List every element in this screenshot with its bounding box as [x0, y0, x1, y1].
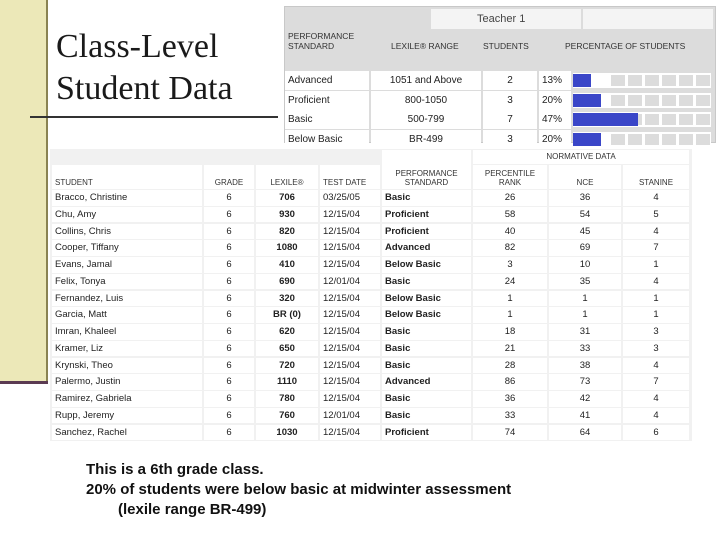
nce: 69	[549, 240, 621, 256]
table-row	[52, 257, 690, 274]
nce: 10	[549, 257, 621, 273]
performance-standard: Below Basic	[382, 257, 471, 273]
test-date: 12/01/04	[320, 274, 380, 290]
header-nce-label: NCE	[576, 178, 594, 187]
table-row	[52, 207, 690, 224]
percentile-rank: 18	[473, 324, 547, 340]
stanine: 1	[623, 257, 689, 273]
lexile: 760	[256, 408, 318, 424]
table-row	[52, 291, 690, 308]
header-performance-standard-label: PERFORMANCE STANDARD	[395, 169, 458, 187]
summary-standard: Proficient	[285, 91, 369, 110]
student-name: Kramer, Liz	[52, 341, 202, 357]
performance-standard: Basic	[382, 391, 471, 407]
grade: 6	[204, 391, 254, 407]
test-date: 12/15/04	[320, 374, 380, 390]
percent-bar-tick	[628, 75, 642, 86]
caption-line-2: 20% of students were below basic at midwinter assessment	[86, 481, 512, 498]
percentile-rank: 1	[473, 307, 547, 323]
lexile: 690	[256, 274, 318, 290]
header-grade-label: GRADE	[214, 178, 244, 187]
stanine: 7	[623, 374, 689, 390]
student-name: Bracco, Christine	[52, 190, 202, 206]
summary-header-percentage: PERCENTAGE OF STUDENTS	[565, 41, 686, 51]
percentile-rank: 21	[473, 341, 547, 357]
test-date: 12/15/04	[320, 207, 380, 223]
performance-standard: Basic	[382, 324, 471, 340]
caption-line-3: (lexile range BR-499)	[118, 501, 267, 518]
teacher-name: Teacher 1	[431, 9, 581, 29]
percentile-rank: 3	[473, 257, 547, 273]
grade: 6	[204, 240, 254, 256]
header-performance-standard	[382, 150, 471, 189]
nce: 1	[549, 307, 621, 323]
summary-row	[285, 91, 717, 110]
summary-row	[285, 110, 717, 129]
percent-bar-tick	[611, 134, 625, 145]
student-name: Palermo, Justin	[52, 374, 202, 390]
header-lexile-label: LEXILE®	[270, 178, 304, 187]
header-stanine-label: STANINE	[638, 178, 674, 187]
test-date: 12/01/04	[320, 408, 380, 424]
performance-standard: Below Basic	[382, 307, 471, 323]
performance-standard: Proficient	[382, 207, 471, 223]
student-name: Imran, Khaleel	[52, 324, 202, 340]
percentile-rank: 28	[473, 358, 547, 374]
summary-header-students: STUDENTS	[483, 41, 529, 51]
performance-standard: Basic	[382, 274, 471, 290]
percentile-rank: 24	[473, 274, 547, 290]
accent-divider	[0, 381, 48, 384]
summary-percent-label: 47%	[539, 110, 571, 129]
table-row	[52, 224, 690, 241]
percentile-rank: 40	[473, 224, 547, 240]
lexile: 930	[256, 207, 318, 223]
nce: 31	[549, 324, 621, 340]
header-test-date	[320, 165, 380, 189]
title-underline	[30, 116, 278, 118]
summary-range: 500-799	[371, 110, 481, 129]
table-row	[52, 358, 690, 375]
nce: 33	[549, 341, 621, 357]
summary-students: 3	[483, 130, 537, 149]
left-accent-shadow	[46, 0, 48, 383]
percent-bar-tick	[696, 134, 710, 145]
stanine: 4	[623, 391, 689, 407]
student-name: Fernandez, Luis	[52, 291, 202, 307]
stanine: 6	[623, 425, 689, 441]
student-name: Evans, Jamal	[52, 257, 202, 273]
lexile: 620	[256, 324, 318, 340]
percentile-rank: 74	[473, 425, 547, 441]
test-date: 12/15/04	[320, 341, 380, 357]
performance-standard: Proficient	[382, 224, 471, 240]
percentile-rank: 1	[473, 291, 547, 307]
student-name: Ramirez, Gabriela	[52, 391, 202, 407]
grade: 6	[204, 291, 254, 307]
test-date: 12/15/04	[320, 240, 380, 256]
table-row	[52, 425, 690, 442]
table-row	[52, 324, 690, 341]
summary-standard: Basic	[285, 110, 369, 129]
table-row	[52, 408, 690, 425]
student-name: Collins, Chris	[52, 224, 202, 240]
grade: 6	[204, 190, 254, 206]
nce: 45	[549, 224, 621, 240]
performance-summary-table	[284, 6, 716, 143]
percent-bar-tick	[628, 134, 642, 145]
percent-bar-tick	[662, 75, 676, 86]
performance-standard: Basic	[382, 358, 471, 374]
table-row	[52, 274, 690, 291]
summary-students: 2	[483, 71, 537, 90]
slide-title: Class-Level Student Data	[56, 28, 233, 107]
nce: 64	[549, 425, 621, 441]
summary-percent-label: 13%	[539, 71, 571, 90]
performance-standard: Below Basic	[382, 291, 471, 307]
stanine: 4	[623, 408, 689, 424]
header-student-label: STUDENT	[55, 178, 93, 187]
summary-students: 7	[483, 110, 537, 129]
performance-standard: Advanced	[382, 240, 471, 256]
summary-standard: Advanced	[285, 71, 369, 90]
caption-line-1: This is a 6th grade class.	[86, 461, 264, 478]
normative-data-header: NORMATIVE DATA	[473, 150, 689, 164]
header-lexile	[256, 165, 318, 189]
percent-bar-tick	[662, 134, 676, 145]
table-row	[52, 374, 690, 391]
lexile: 410	[256, 257, 318, 273]
performance-standard: Basic	[382, 408, 471, 424]
percentile-rank: 82	[473, 240, 547, 256]
summary-standard: Below Basic	[285, 130, 369, 149]
percent-bar-fill	[573, 133, 601, 146]
grade: 6	[204, 358, 254, 374]
nce: 1	[549, 291, 621, 307]
grade: 6	[204, 307, 254, 323]
percentile-rank: 33	[473, 408, 547, 424]
test-date: 12/15/04	[320, 391, 380, 407]
percent-bar-tick	[628, 95, 642, 106]
header-grade	[204, 165, 254, 189]
header-test-date-label: TEST DATE	[323, 178, 367, 187]
student-name: Sanchez, Rachel	[52, 425, 202, 441]
test-date: 12/15/04	[320, 307, 380, 323]
student-name: Cooper, Tiffany	[52, 240, 202, 256]
stanine: 3	[623, 341, 689, 357]
percent-bar-tick	[679, 95, 693, 106]
grade: 6	[204, 274, 254, 290]
percent-bar-tick	[645, 134, 659, 145]
summary-header-range: LEXILE® RANGE	[391, 41, 459, 51]
test-date: 12/15/04	[320, 257, 380, 273]
student-name: Krynski, Theo	[52, 358, 202, 374]
lexile: 720	[256, 358, 318, 374]
percent-bar-tick	[645, 114, 659, 125]
header-percentile-rank-label: PERCENTILE RANK	[484, 169, 536, 187]
summary-range: BR-499	[371, 130, 481, 149]
stanine: 4	[623, 274, 689, 290]
percent-bar-tick	[679, 114, 693, 125]
table-row	[52, 307, 690, 324]
nce: 42	[549, 391, 621, 407]
percent-bar-fill	[573, 94, 601, 107]
lexile: 780	[256, 391, 318, 407]
stanine: 3	[623, 324, 689, 340]
stanine: 5	[623, 207, 689, 223]
summary-students: 3	[483, 91, 537, 110]
table-row	[52, 391, 690, 408]
lexile: 320	[256, 291, 318, 307]
grade: 6	[204, 408, 254, 424]
test-date: 12/15/04	[320, 224, 380, 240]
summary-percent-label: 20%	[539, 91, 571, 110]
table-row	[52, 341, 690, 358]
percent-bar-tick	[679, 134, 693, 145]
student-name: Rupp, Jeremy	[52, 408, 202, 424]
percentile-rank: 86	[473, 374, 547, 390]
table-row	[52, 240, 690, 257]
grade: 6	[204, 374, 254, 390]
summary-percent-label: 20%	[539, 130, 571, 149]
percent-bar-tick	[645, 95, 659, 106]
slide-caption	[86, 460, 706, 520]
grade: 6	[204, 324, 254, 340]
nce: 54	[549, 207, 621, 223]
percent-bar-tick	[662, 95, 676, 106]
nce: 41	[549, 408, 621, 424]
test-date: 03/25/05	[320, 190, 380, 206]
lexile: 706	[256, 190, 318, 206]
left-accent-bar	[0, 0, 46, 383]
nce: 38	[549, 358, 621, 374]
lexile: 1030	[256, 425, 318, 441]
student-name: Chu, Amy	[52, 207, 202, 223]
percent-bar-tick	[679, 75, 693, 86]
percent-bar-fill	[573, 113, 638, 126]
stanine: 1	[623, 307, 689, 323]
student-data-table	[50, 149, 692, 441]
lexile: 820	[256, 224, 318, 240]
performance-standard: Basic	[382, 190, 471, 206]
lexile: 1110	[256, 374, 318, 390]
percent-bar-tick	[611, 95, 625, 106]
percent-bar-tick	[696, 95, 710, 106]
stanine: 1	[623, 291, 689, 307]
summary-header-standard: PERFORMANCE STANDARD	[288, 31, 355, 51]
student-name: Felix, Tonya	[52, 274, 202, 290]
percent-bar-tick	[696, 114, 710, 125]
performance-standard: Proficient	[382, 425, 471, 441]
stanine: 4	[623, 224, 689, 240]
summary-row	[285, 71, 717, 90]
percentile-rank: 26	[473, 190, 547, 206]
stanine: 4	[623, 358, 689, 374]
grade: 6	[204, 425, 254, 441]
grade: 6	[204, 207, 254, 223]
header-nce	[549, 165, 621, 189]
header-student	[52, 165, 202, 189]
lexile: BR (0)	[256, 307, 318, 323]
percent-bar-tick	[611, 75, 625, 86]
performance-standard: Basic	[382, 341, 471, 357]
header-percentile-rank	[473, 165, 547, 189]
teacher-header-fill	[583, 9, 713, 29]
table-row	[52, 190, 690, 207]
summary-range: 1051 and Above	[371, 71, 481, 90]
nce: 36	[549, 190, 621, 206]
test-date: 12/15/04	[320, 291, 380, 307]
test-date: 12/15/04	[320, 425, 380, 441]
test-date: 12/15/04	[320, 324, 380, 340]
summary-range: 800-1050	[371, 91, 481, 110]
percent-bar-tick	[696, 75, 710, 86]
performance-standard: Advanced	[382, 374, 471, 390]
stanine: 4	[623, 190, 689, 206]
grade: 6	[204, 341, 254, 357]
summary-row	[285, 130, 717, 149]
student-name: Garcia, Matt	[52, 307, 202, 323]
grade: 6	[204, 224, 254, 240]
grade: 6	[204, 257, 254, 273]
percent-bar-fill	[573, 74, 591, 87]
percentile-rank: 36	[473, 391, 547, 407]
test-date: 12/15/04	[320, 358, 380, 374]
nce: 73	[549, 374, 621, 390]
nce: 35	[549, 274, 621, 290]
lexile: 650	[256, 341, 318, 357]
header-stanine	[623, 165, 689, 189]
percent-bar-tick	[662, 114, 676, 125]
lexile: 1080	[256, 240, 318, 256]
percentile-rank: 58	[473, 207, 547, 223]
stanine: 7	[623, 240, 689, 256]
percent-bar-tick	[645, 75, 659, 86]
